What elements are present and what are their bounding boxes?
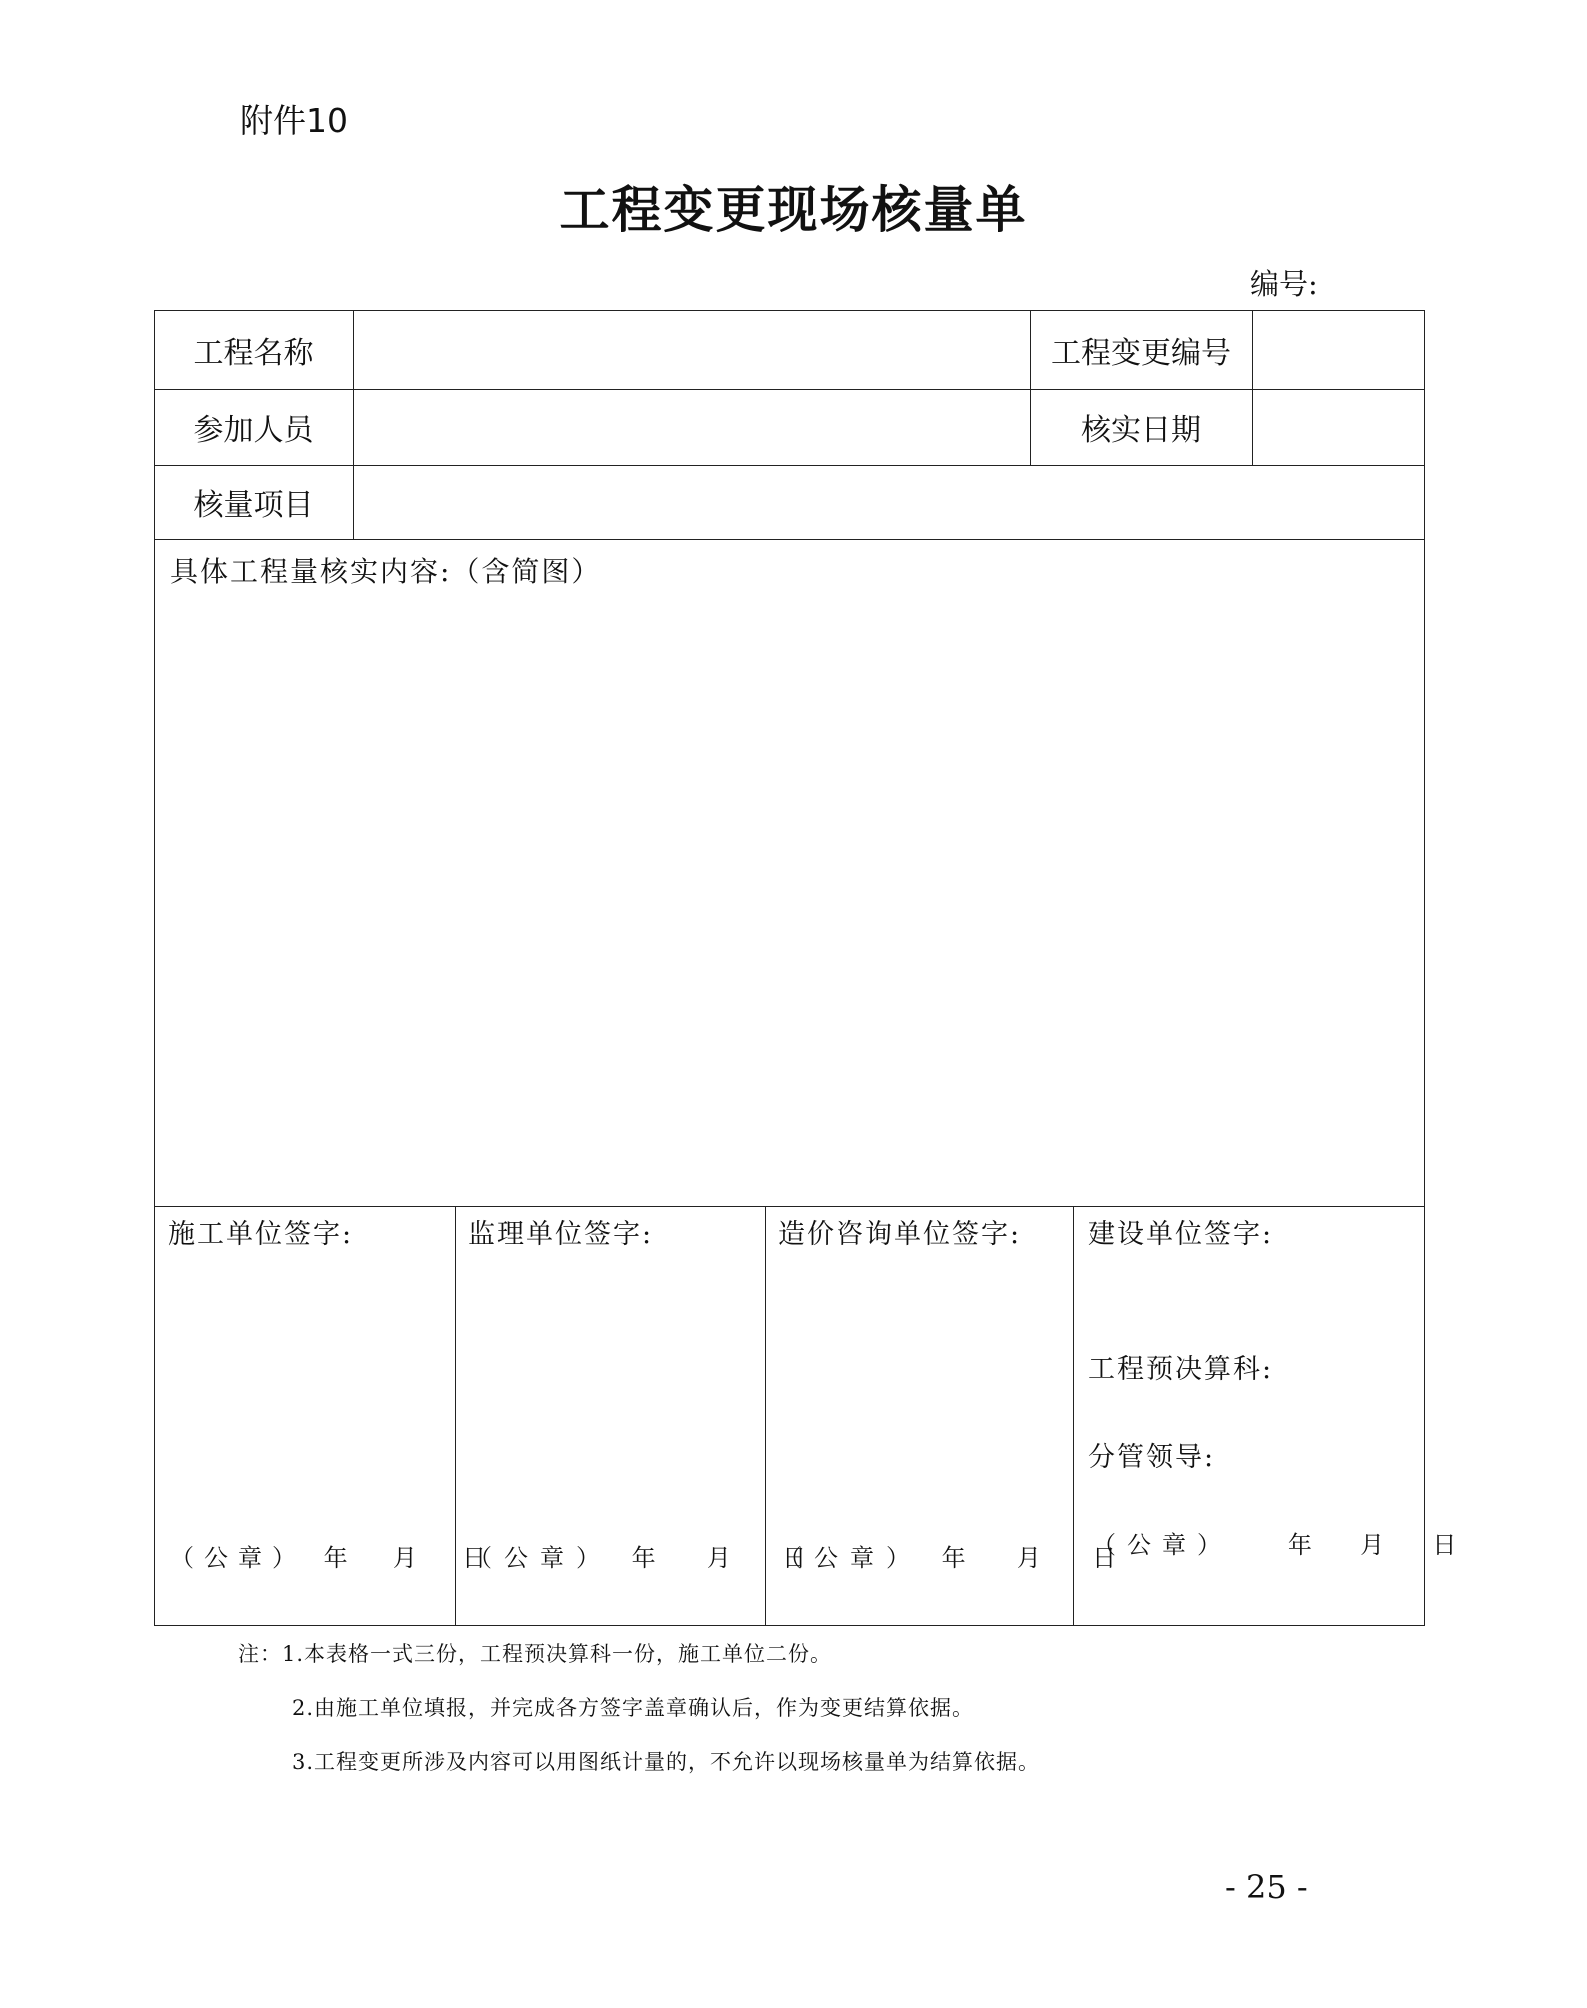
note-1: 注：1.本表格一式三份，工程预决算科一份，施工单位二份。	[238, 1642, 833, 1666]
project-name-label: 工程名称	[193, 335, 314, 371]
change-number-label: 工程变更编号	[1051, 335, 1231, 371]
content-label: 具体工程量核实内容:（含简图）	[170, 555, 602, 588]
verify-date-label: 核实日期	[1081, 413, 1201, 448]
budget-dept-label: 工程预决算科:	[1088, 1354, 1274, 1385]
note-3: 3.工程变更所涉及内容可以用图纸计量的，不允许以现场核量单为结算依据。	[292, 1750, 1041, 1774]
supervision-signature-label: 监理单位签字:	[468, 1219, 654, 1250]
serial-number-label: 编号:	[1250, 267, 1318, 301]
leader-label: 分管领导:	[1088, 1442, 1216, 1473]
document-title: 工程变更现场核量单	[559, 180, 1028, 239]
owner-signature-label: 建设单位签字:	[1088, 1219, 1274, 1250]
note-2: 2.由施工单位填报，并完成各方签字盖章确认后，作为变更结算依据。	[292, 1696, 975, 1720]
items-label: 核量项目	[193, 488, 314, 523]
construction-seal-date: （公章） 年 月 日	[170, 1544, 497, 1572]
owner-seal-date: （公章） 年 月 日	[1092, 1531, 1468, 1559]
cost-consulting-signature-label: 造价咨询单位签字:	[778, 1219, 1022, 1250]
participants-label: 参加人员	[193, 413, 314, 448]
construction-signature-label: 施工单位签字:	[168, 1219, 354, 1250]
attachment-label: 附件10	[240, 101, 348, 140]
supervision-seal-date: （公章） 年 月 日	[468, 1544, 819, 1572]
cost-seal-date: （公章） 年 月 日	[778, 1544, 1129, 1572]
page-number: - 25 -	[1225, 1868, 1308, 1906]
